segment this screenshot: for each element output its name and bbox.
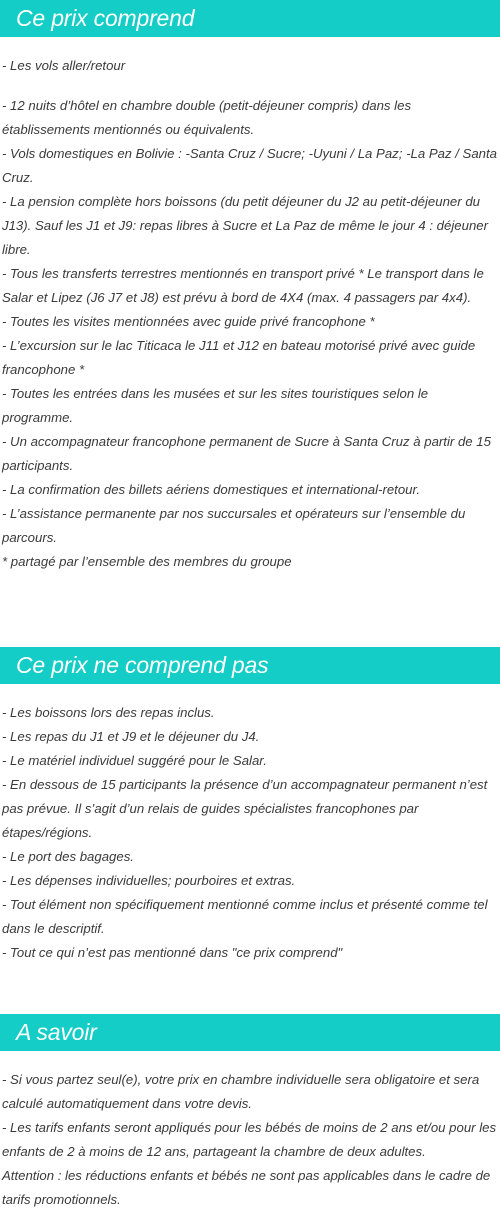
list-item: - La confirmation des billets aériens domestiques et international-retour. (2, 482, 421, 497)
list-item: - L’excursion sur le lac Titicaca le J11 et J12 en bateau motorisé privé avec guide francophone * (2, 338, 476, 377)
list-item: - En dessous de 15 participants la présence d’un accompagnateur permanent n’est pas prévue. Il s’agit d’un relais de guides spécialistes francophones par étapes/régions. (2, 777, 488, 840)
list-item: - Tous les transferts terrestres mentionnés en transport privé * Le transport dans le Salar et Lipez (J6 J7 et J8) est prévu à bord de 4X4 (max. 4 passagers par 4x4). (2, 266, 484, 305)
section-not-included (0, 647, 500, 965)
list-item: - Si vous partez seul(e), votre prix en chambre individuelle sera obligatoire et sera calculé automatiquement dans votre devis. (2, 1072, 480, 1111)
list-item: - Le port des bagages. (2, 849, 134, 864)
list-item: - 12 nuits d’hôtel en chambre double (petit-déjeuner compris) dans les établissements mentionnés ou équivalents. (2, 98, 412, 137)
list-item: - Toutes les visites mentionnées avec guide privé francophone * (2, 314, 375, 329)
list-item: - Les boissons lors des repas inclus. (2, 705, 215, 720)
not-included-list (0, 701, 500, 965)
good-to-know-list (0, 1068, 500, 1212)
section-title-good-to-know: A savoir (0, 1014, 500, 1051)
section-title-not-included: Ce prix ne comprend pas (0, 647, 500, 684)
list-item: - Les vols aller/retour (2, 58, 126, 73)
section-title-included: Ce prix comprend (0, 0, 500, 37)
footnote: * partagé par l’ensemble des membres du groupe (2, 554, 292, 569)
list-item: - Les dépenses individuelles; pourboires et extras. (2, 873, 296, 888)
section-good-to-know (0, 1014, 500, 1212)
list-item: Attention : les réductions enfants et bébés ne sont pas applicables dans le cadre de tarifs promotionnels. (2, 1168, 491, 1207)
list-item: - Les tarifs enfants seront appliqués pour les bébés de moins de 2 ans et/ou pour les enfants de 2 à moins de 12 ans, partageant la chambre de deux adultes. (2, 1120, 497, 1159)
list-item: - La pension complète hors boissons (du petit déjeuner du J2 au petit-déjeuner du J13). Sauf les J1 et J9: repas libres à Sucre et La Paz de même le jour 4 : déjeuner libre. (2, 194, 488, 257)
list-item: - Vols domestiques en Bolivie : -Santa Cruz / Sucre; -Uyuni / La Paz; -La Paz / Santa Cruz. (2, 146, 498, 185)
included-list (0, 54, 500, 574)
list-item: - L’assistance permanente par nos succursales et opérateurs sur l’ensemble du parcours. (2, 506, 466, 545)
list-item: - Tout ce qui n’est pas mentionné dans "ce prix comprend" (2, 945, 343, 960)
list-item: - Tout élément non spécifiquement mentionné comme inclus et présenté comme tel dans le descriptif. (2, 897, 488, 936)
list-item: - Un accompagnateur francophone permanent de Sucre à Santa Cruz à partir de 15 participants. (2, 434, 491, 473)
list-item: - Toutes les entrées dans les musées et sur les sites touristiques selon le programme. (2, 386, 429, 425)
list-item: - Le matériel individuel suggéré pour le Salar. (2, 753, 267, 768)
section-included (0, 0, 500, 574)
list-item: - Les repas du J1 et J9 et le déjeuner du J4. (2, 729, 260, 744)
